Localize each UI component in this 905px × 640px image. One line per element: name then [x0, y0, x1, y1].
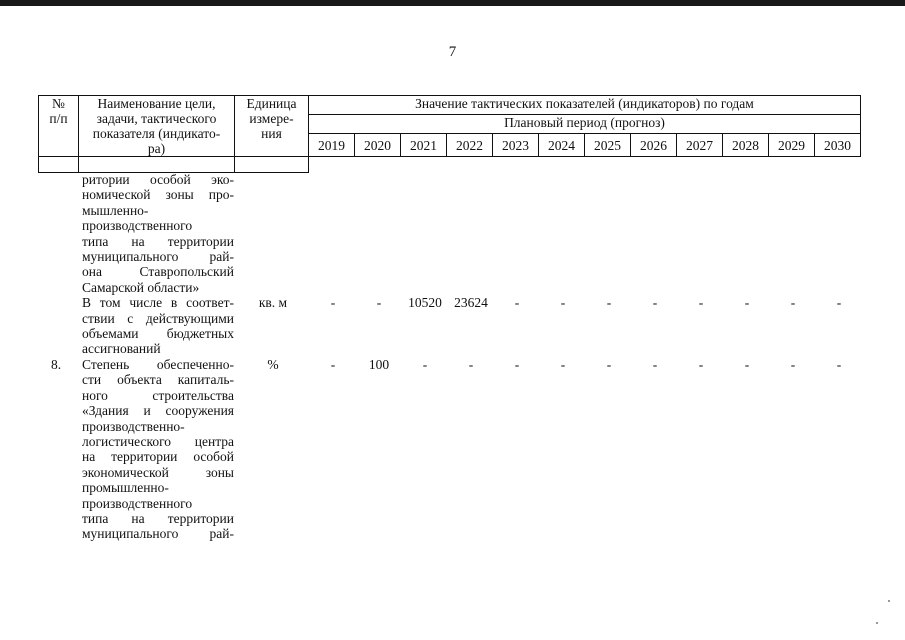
value-cell: -: [422, 356, 428, 372]
value-cell: -: [606, 356, 612, 372]
value-cell: 10520: [408, 295, 442, 311]
value-cell: -: [744, 295, 750, 311]
year-header-2019: 2019: [309, 134, 355, 157]
indicator-name-line: муниципального рай-: [82, 526, 234, 542]
indicator-name-line: на территории особой: [82, 449, 234, 465]
indicator-name-line: ассигнований: [82, 341, 161, 357]
value-cell: -: [606, 295, 612, 311]
value-cell: -: [790, 295, 796, 311]
value-cell: -: [652, 295, 658, 311]
value-cell: -: [744, 356, 750, 372]
year-header-2023: 2023: [493, 134, 539, 157]
header-number: № п/п: [39, 96, 79, 157]
header-name: Наименование цели, задачи, тактического показателя (индикато- ра): [79, 96, 235, 157]
indicator-name-line: промышленно-: [82, 480, 169, 496]
indicators-table-header: [38, 95, 861, 173]
year-header-2022: 2022: [447, 134, 493, 157]
year-header-2027: 2027: [677, 134, 723, 157]
year-header-2021: 2021: [401, 134, 447, 157]
header-unit: Единица измере- ния: [235, 96, 309, 157]
indicator-name-line: В том числе в соответ-: [82, 295, 234, 311]
value-cell: -: [836, 295, 842, 311]
row-number: 8.: [50, 356, 62, 372]
value-cell: -: [560, 356, 566, 372]
indicator-name-line: Самарской области»: [82, 279, 200, 295]
indicator-name-line: типа на территории: [82, 510, 234, 526]
indicator-name-line: ствии с действующими: [82, 310, 234, 326]
indicator-name-line: типа на территории: [82, 233, 234, 249]
year-header-2025: 2025: [585, 134, 631, 157]
value-cell: -: [514, 295, 520, 311]
indicator-name-line: ритории особой эко-: [82, 172, 234, 187]
value-cell: -: [698, 295, 704, 311]
value-cell: -: [790, 356, 796, 372]
year-header-2029: 2029: [769, 134, 815, 157]
unit-cell: %: [267, 356, 279, 372]
unit-cell: кв. м: [258, 295, 288, 311]
year-header-2020: 2020: [355, 134, 401, 157]
year-header-2024: 2024: [539, 134, 585, 157]
indicator-name-line: производственно-: [82, 418, 185, 434]
indicator-name-line: ного строительства: [82, 387, 234, 403]
indicator-name-line: экономической зоны: [82, 464, 234, 480]
scan-speck: [876, 622, 878, 624]
value-cell: -: [330, 356, 336, 372]
value-cell: -: [376, 295, 382, 311]
value-cell: -: [330, 295, 336, 311]
scan-speck: [888, 600, 890, 602]
indicator-name-line: объемами бюджетных: [82, 326, 234, 342]
value-cell: -: [468, 356, 474, 372]
indicator-name-line: номической зоны про-: [82, 187, 234, 203]
indicator-name-line: муниципального рай-: [82, 249, 234, 265]
year-header-2028: 2028: [723, 134, 769, 157]
indicator-name-line: «Здания и сооружения: [82, 403, 234, 419]
indicator-name-line: она Ставропольский: [82, 264, 234, 280]
indicator-name-line: логистического центра: [82, 433, 234, 449]
indicator-name-line: производственного: [82, 218, 193, 234]
indicator-name-line: сти объекта капиталь-: [82, 372, 234, 388]
header-period-title: Плановый период (прогноз): [309, 115, 861, 134]
indicator-name-line: мышленно-: [82, 202, 149, 218]
value-cell: 100: [368, 356, 390, 372]
value-cell: -: [514, 356, 520, 372]
value-cell: -: [652, 356, 658, 372]
page-top-border: [0, 0, 905, 6]
value-cell: -: [836, 356, 842, 372]
indicator-name-line: Степень обеспеченно-: [82, 356, 234, 372]
year-header-2030: 2030: [815, 134, 861, 157]
indicator-name-line: производственного: [82, 495, 193, 511]
year-header-2026: 2026: [631, 134, 677, 157]
page-number: 7: [448, 44, 457, 60]
value-cell: 23624: [454, 295, 488, 311]
indicator-name-column: [82, 172, 234, 542]
header-values-title: Значение тактических показателей (индикаторов) по годам: [309, 96, 861, 115]
value-cell: -: [560, 295, 566, 311]
value-cell: -: [698, 356, 704, 372]
